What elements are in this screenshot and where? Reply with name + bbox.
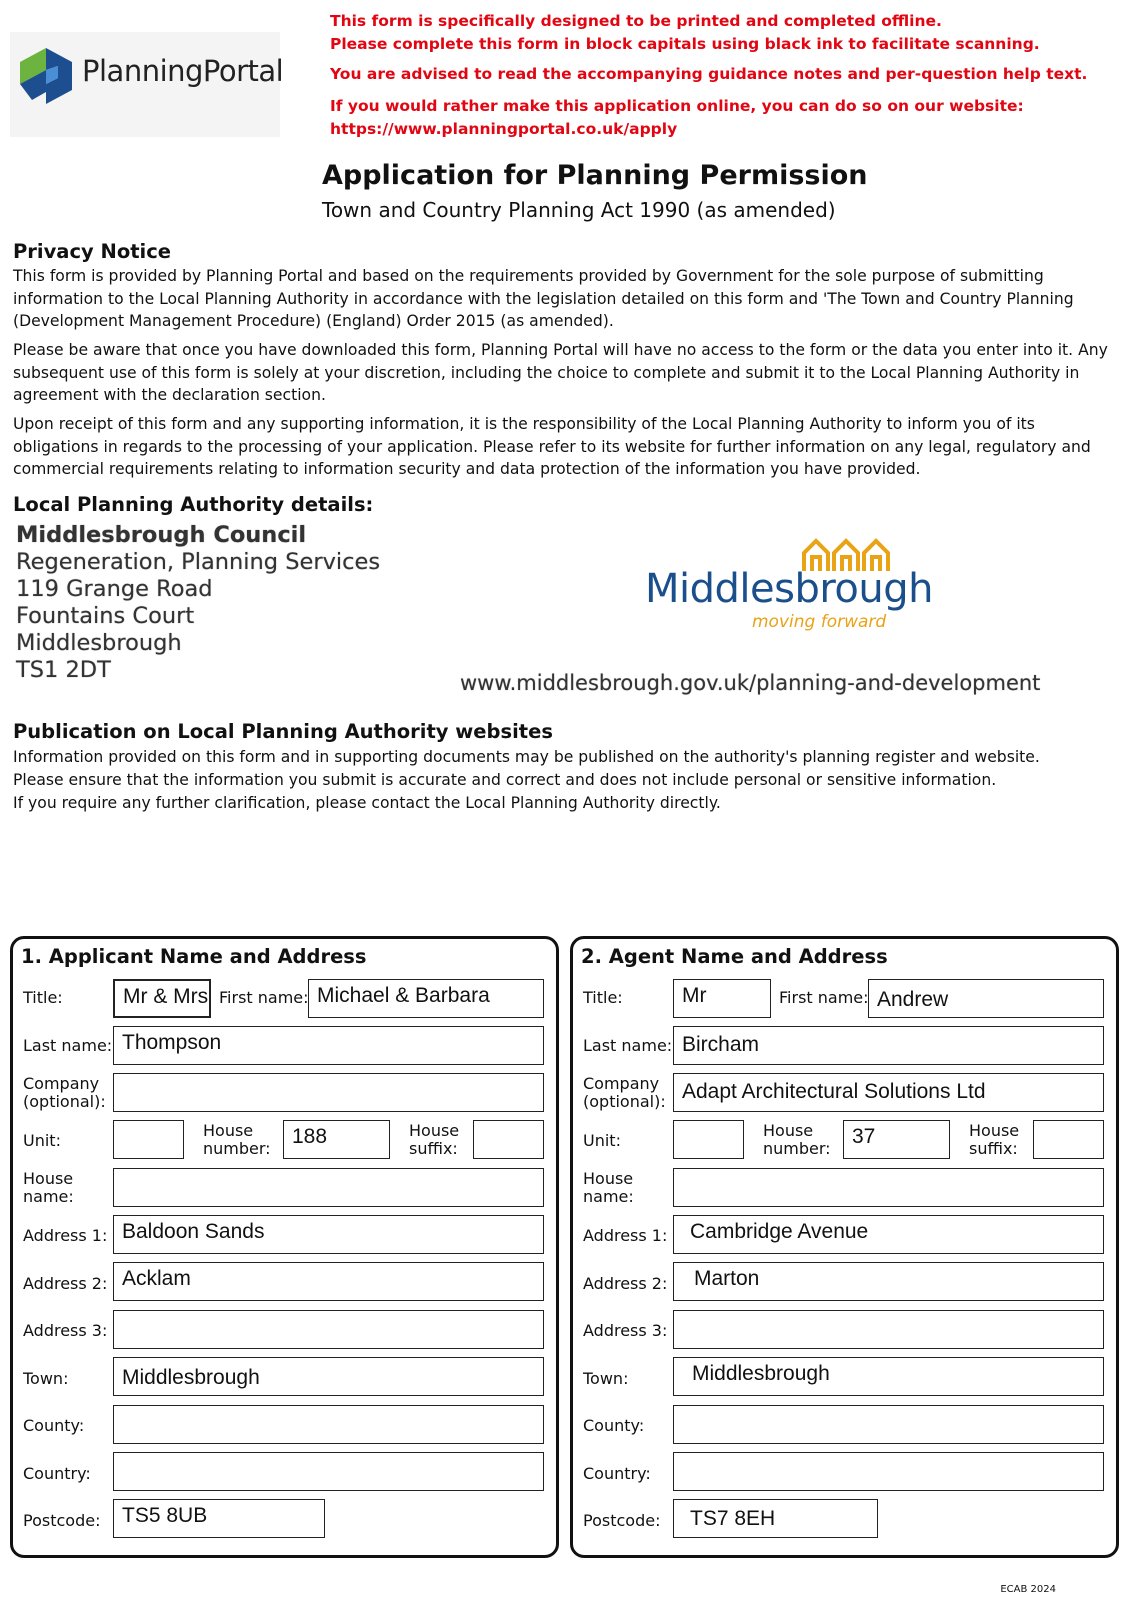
address-1-label: Address 1: — [583, 1226, 668, 1245]
applicant-section-title: 1. Applicant Name and Address — [21, 945, 367, 968]
lpa-address-line: Middlesbrough Council — [16, 522, 307, 548]
address-2-label: Address 2: — [583, 1274, 668, 1293]
address-1-label: Address 1: — [23, 1226, 108, 1245]
applicant-country-field[interactable] — [113, 1452, 544, 1491]
postcode-label: Postcode: — [583, 1511, 661, 1530]
lpa-heading: Local Planning Authority details: — [13, 493, 374, 516]
notice-online: If you would rather make this application online, you can do so on our website: — [330, 97, 1024, 115]
house-name-label-bottom: name: — [583, 1187, 634, 1206]
privacy-paragraph-1: This form is provided by Planning Portal and based on the requirements provided by Government for the sole purpose of submitting information to the Local Planning Authority in accordance with the legislation detailed on this form and 'The Town and Country Planning (Development Management Procedure) (England) Order 2015 (as amended). — [13, 267, 1074, 331]
publication-heading: Publication on Local Planning Authority websites — [13, 720, 553, 743]
last-name-label: Last name: — [583, 1036, 673, 1055]
house-number-label-top: House — [203, 1121, 254, 1140]
country-label: Country: — [23, 1464, 91, 1483]
house-suffix-label-bottom: suffix: — [409, 1139, 458, 1158]
title-label: Title: — [583, 988, 623, 1007]
form-code: ECAB 2024 — [1000, 1584, 1056, 1595]
last-name-label: Last name: — [23, 1036, 113, 1055]
planning-portal-wordmark: PlanningPortal — [82, 54, 284, 88]
house-number-label-bottom: number: — [763, 1139, 831, 1158]
privacy-paragraph-2: Please be aware that once you have downloaded this form, Planning Portal will have no access to the form or the data you enter into it. Any subsequent use of this form is solely at your discretion, including the choice to complete and submit it to the Local Planning Authority in agreement with the declaration section. — [13, 341, 1108, 405]
notice-url[interactable]: https://www.planningportal.co.uk/apply — [330, 120, 678, 138]
lpa-website-link[interactable]: www.middlesbrough.gov.uk/planning-and-development — [460, 671, 1041, 695]
applicant-house-number-field[interactable]: 188 — [283, 1120, 390, 1159]
applicant-first-name-field[interactable]: Michael & Barbara — [308, 979, 544, 1018]
applicant-unit-field[interactable] — [113, 1120, 184, 1159]
page-subtitle: Town and Country Planning Act 1990 (as amended) — [322, 198, 836, 222]
agent-section-title: 2. Agent Name and Address — [581, 945, 888, 968]
postcode-label: Postcode: — [23, 1511, 101, 1530]
agent-last-name-field[interactable]: Bircham — [673, 1026, 1104, 1065]
notice-offline: This form is specifically designed to be printed and completed offline. — [330, 12, 942, 30]
address-3-label: Address 3: — [23, 1321, 108, 1340]
agent-section — [570, 936, 1119, 1558]
applicant-address-1-field[interactable]: Baldoon Sands — [113, 1215, 544, 1254]
house-name-label-bottom: name: — [23, 1187, 74, 1206]
lpa-address-line: Regeneration, Planning Services — [16, 549, 381, 575]
company-label: Company — [583, 1074, 660, 1093]
house-name-label-top: House — [23, 1169, 74, 1188]
lpa-address-line: TS1 2DT — [16, 657, 111, 683]
notice-guidance: You are advised to read the accompanying guidance notes and per-question help text. — [330, 65, 1088, 83]
applicant-house-suffix-field[interactable] — [473, 1120, 544, 1159]
applicant-postcode-field[interactable]: TS5 8UB — [113, 1499, 325, 1538]
notice-block-capitals: Please complete this form in block capitals using black ink to facilitate scanning. — [330, 35, 1040, 53]
house-name-label-top: House — [583, 1169, 634, 1188]
privacy-paragraph-3: Upon receipt of this form and any supporting information, it is the responsibility of the Local Planning Authority to inform you of its obligations in regards to the processing of your application. Please refer to its website for further information on any legal, regulatory and commercial requirements relating to information security and data protection of the information you have provided. — [13, 415, 1091, 479]
address-3-label: Address 3: — [583, 1321, 668, 1340]
middlesbrough-logo-wordmark: Middlesbrough — [645, 566, 933, 612]
planning-portal-logo-icon — [12, 40, 78, 112]
unit-label: Unit: — [23, 1131, 61, 1150]
applicant-town-field[interactable]: Middlesbrough — [113, 1357, 544, 1396]
house-suffix-label-bottom: suffix: — [969, 1139, 1018, 1158]
lpa-address — [16, 522, 380, 684]
applicant-address-2-field[interactable]: Acklam — [113, 1262, 544, 1301]
unit-label: Unit: — [583, 1131, 621, 1150]
agent-address-1-field[interactable]: Cambridge Avenue — [673, 1215, 1104, 1254]
agent-postcode-field[interactable]: TS7 8EH — [673, 1499, 878, 1538]
agent-town-field[interactable]: Middlesbrough — [673, 1357, 1104, 1396]
agent-first-name-field[interactable]: Andrew — [868, 979, 1104, 1018]
house-number-label-bottom: number: — [203, 1139, 271, 1158]
planning-portal-logo — [10, 32, 284, 137]
agent-unit-field[interactable] — [673, 1120, 744, 1159]
company-optional-label: (optional): — [583, 1092, 666, 1111]
applicant-section — [10, 936, 559, 1558]
house-number-label-top: House — [763, 1121, 814, 1140]
company-label: Company — [23, 1074, 100, 1093]
country-label: Country: — [583, 1464, 651, 1483]
lpa-address-line: 119 Grange Road — [16, 576, 213, 602]
applicant-county-field[interactable] — [113, 1405, 544, 1444]
applicant-address-3-field[interactable] — [113, 1310, 544, 1349]
title-label: Title: — [23, 988, 63, 1007]
applicant-title-field[interactable]: Mr & Mrs — [113, 979, 211, 1018]
publication-line-2: Please ensure that the information you submit is accurate and correct and does not include personal or sensitive information. — [13, 771, 997, 789]
agent-house-name-field[interactable] — [673, 1168, 1104, 1207]
town-label: Town: — [23, 1369, 69, 1388]
agent-house-number-field[interactable]: 37 — [843, 1120, 950, 1159]
lpa-address-line: Middlesbrough — [16, 630, 182, 656]
agent-house-suffix-field[interactable] — [1033, 1120, 1104, 1159]
county-label: County: — [23, 1416, 85, 1435]
first-name-label: First name: — [779, 988, 869, 1007]
house-suffix-label-top: House — [409, 1121, 460, 1140]
company-optional-label: (optional): — [23, 1092, 106, 1111]
publication-line-3: If you require any further clarification, please contact the Local Planning Authority directly. — [13, 794, 721, 812]
applicant-last-name-field[interactable]: Thompson — [113, 1026, 544, 1065]
middlesbrough-logo-tagline: moving forward — [752, 612, 887, 632]
agent-county-field[interactable] — [673, 1405, 1104, 1444]
publication-line-1: Information provided on this form and in supporting documents may be published on the authority's planning register and website. — [13, 748, 1040, 766]
lpa-address-line: Fountains Court — [16, 603, 195, 629]
first-name-label: First name: — [219, 988, 309, 1007]
town-label: Town: — [583, 1369, 629, 1388]
house-suffix-label-top: House — [969, 1121, 1020, 1140]
agent-title-field[interactable]: Mr — [673, 979, 771, 1018]
address-2-label: Address 2: — [23, 1274, 108, 1293]
agent-address-2-field[interactable]: Marton — [673, 1262, 1104, 1301]
applicant-company-field[interactable] — [113, 1073, 544, 1112]
agent-address-3-field[interactable] — [673, 1310, 1104, 1349]
page-title: Application for Planning Permission — [322, 160, 868, 191]
county-label: County: — [583, 1416, 645, 1435]
agent-company-field[interactable]: Adapt Architectural Solutions Ltd — [673, 1073, 1104, 1112]
agent-country-field[interactable] — [673, 1452, 1104, 1491]
privacy-heading: Privacy Notice — [13, 240, 172, 263]
applicant-house-name-field[interactable] — [113, 1168, 544, 1207]
